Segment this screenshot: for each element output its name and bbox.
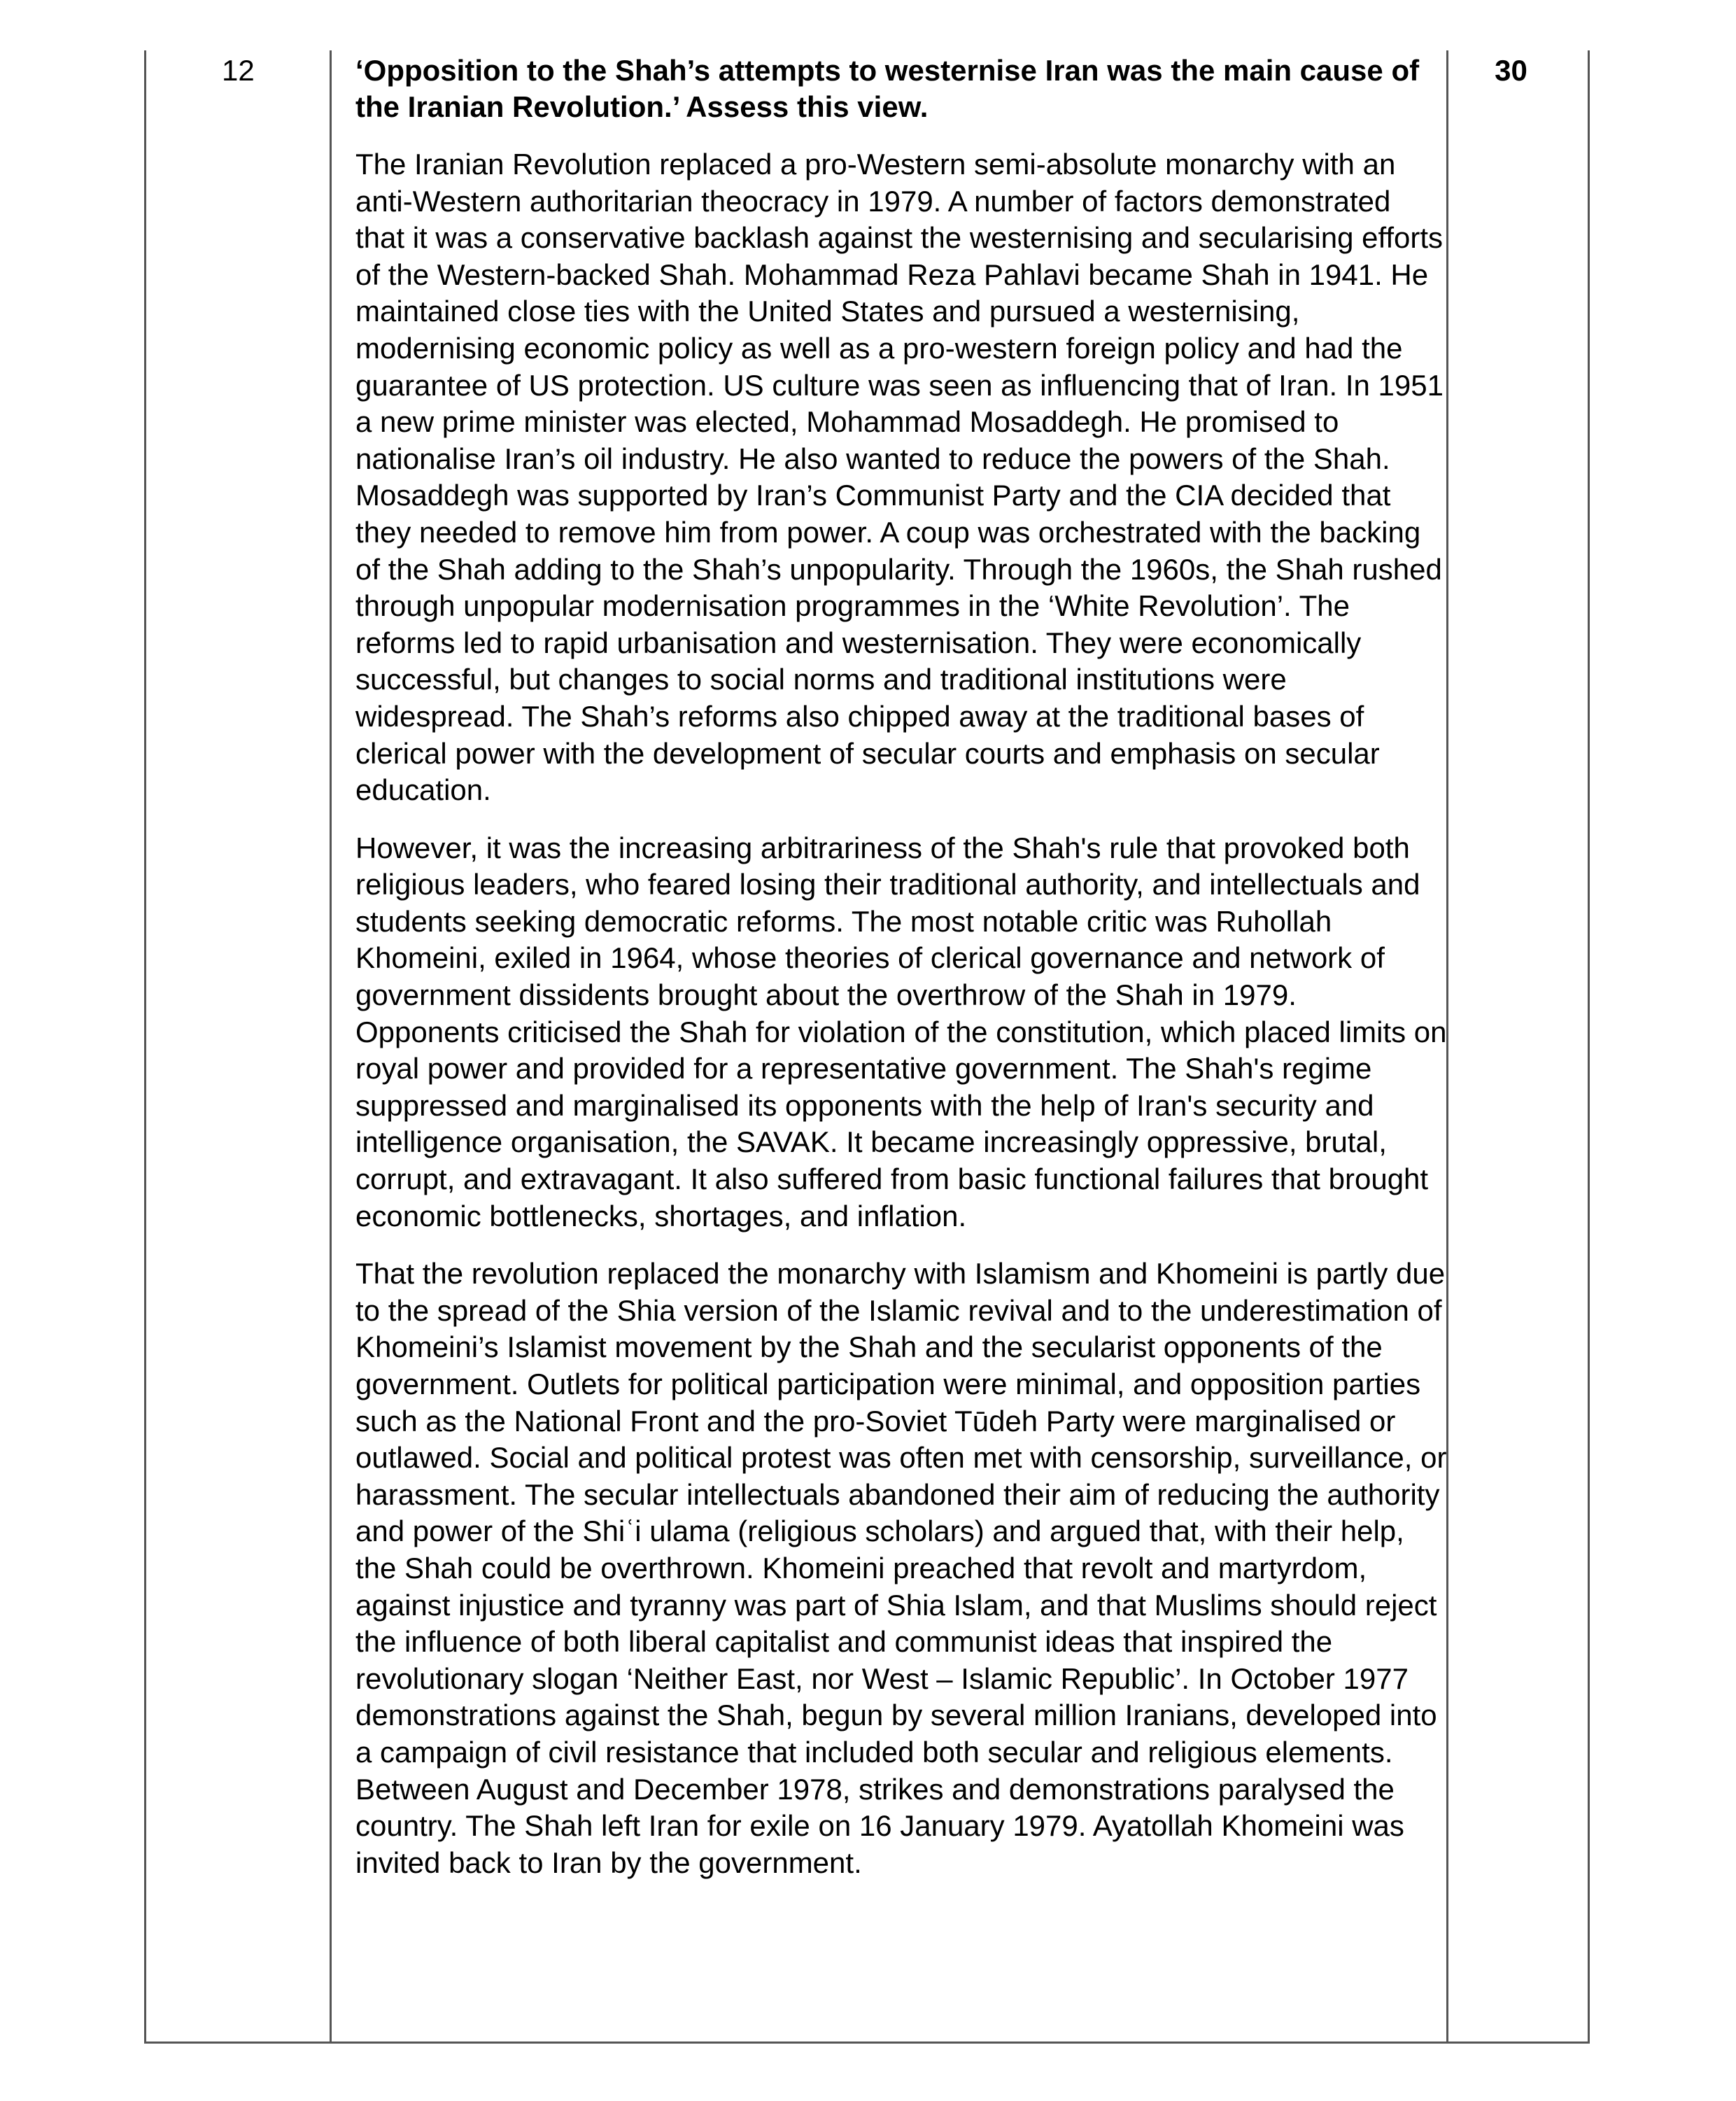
- question-text: ‘Opposition to the Shah’s attempts to westernise Iran was the main cause of the Iranian Revolution.’ Assess this view.: [355, 54, 1420, 123]
- question-number-cell: [146, 50, 332, 2042]
- answer-paragraph-3: That the revolution replaced the monarchy with Islamism and Khomeini is partly due to the spread of the Shia version of the Islamic revival and to the underestimation of Khomeini’s Islamist movement by the Shah and the secularist opponents of the government. Outlets for political participation were minimal, and opposition parties such as the National Front and the pro-Soviet Tūdeh Party were marginalised or outlawed. Social and political protest was often met with censorship, surveillance, or harassment. The secular intellectuals abandoned their aim of reducing the authority and power of the Shiʿi ulama (religious scholars) and argued that, with their help, the Shah could be overthrown. Khomeini preached that revolt and martyrdom, against injustice and tyranny was part of Shia Islam, and that Muslims should reject the influence of both liberal capitalist and communist ideas that inspired the revolutionary slogan ‘Neither East, nor West – Islamic Republic’. In October 1977 demonstrations against the Shah, begun by several million Iranians, developed into a campaign of civil resistance that included both secular and religious elements. Between August and December 1978, strikes and demonstrations paralysed the country. The Shah left Iran for exile on 16 January 1979. Ayatollah Khomeini was invited back to Iran by the government.: [355, 1257, 1447, 1879]
- question-number: 12: [222, 54, 255, 87]
- answer-paragraph-1: The Iranian Revolution replaced a pro-Western semi-absolute monarchy with an anti-Western authoritarian theocracy in 1979. A number of factors demonstrated that it was a conservative backlash against the westernising and secularising efforts of the Western-backed Shah. Mohammad Reza Pahlavi became Shah in 1941. He maintained close ties with the United States and pursued a westernising, modernising economic policy as well as a pro-western foreign policy and had the guarantee of US protection. US culture was seen as influencing that of Iran. In 1951 a new prime minister was elected, Mohammad Mosaddegh. He promised to nationalise Iran’s oil industry. He also wanted to reduce the powers of the Shah. Mosaddegh was supported by Iran’s Communist Party and the CIA decided that they needed to remove him from power. A coup was orchestrated with the backing of the Shah adding to the Shah’s unpopularity. Through the 1960s, the Shah rushed through unpopular modernisation programmes in the ‘White Revolution’. The reforms led to rapid urbanisation and westernisation. They were economically successful, but changes to social norms and traditional institutions were widespread. The Shah’s reforms also chipped away at the traditional bases of clerical power with the development of secular courts and emphasis on secular education.: [355, 148, 1444, 807]
- mark-scheme-table: [144, 50, 1590, 2044]
- answer-cell: [332, 50, 1448, 2042]
- answer-content: [355, 52, 1447, 1881]
- marks-value: 30: [1495, 54, 1527, 87]
- answer-paragraph-2: However, it was the increasing arbitrariness of the Shah's rule that provoked both religious leaders, who feared losing their traditional authority, and intellectuals and students seeking democratic reforms. The most notable critic was Ruhollah Khomeini, exiled in 1964, whose theories of clerical governance and network of government dissidents brought about the overthrow of the Shah in 1979. Opponents criticised the Shah for violation of the constitution, which placed limits on royal power and provided for a representative government. The Shah's regime suppressed and marginalised its opponents with the help of Iran's security and intelligence organisation, the SAVAK. It became increasingly oppressive, brutal, corrupt, and extravagant. It also suffered from basic functional failures that brought economic bottlenecks, shortages, and inflation.: [355, 831, 1447, 1232]
- marks-cell: [1448, 50, 1588, 2042]
